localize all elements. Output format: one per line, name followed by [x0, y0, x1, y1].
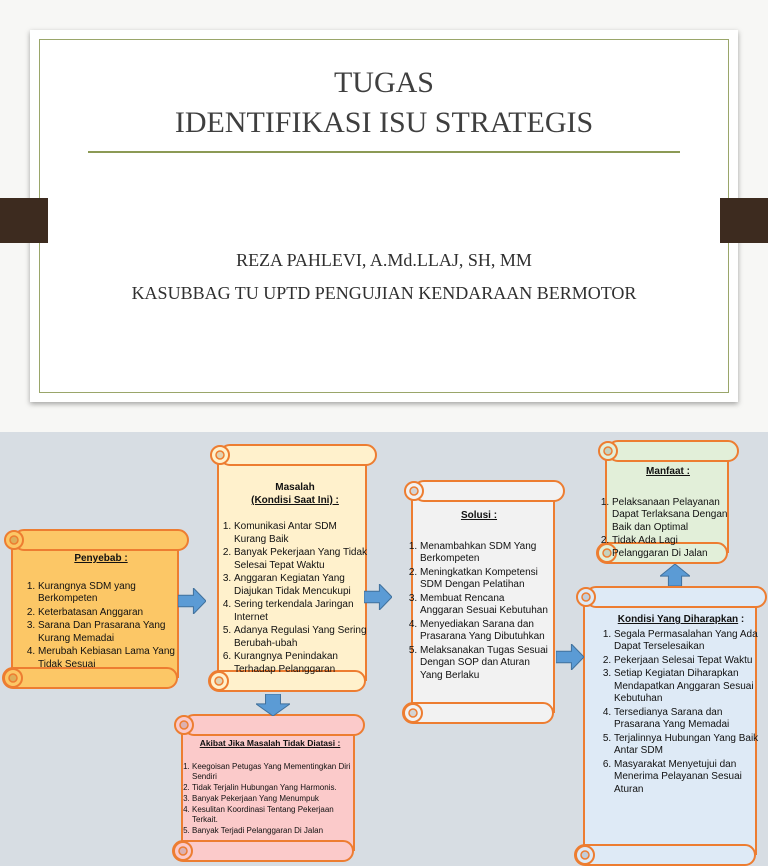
author-position: KASUBBAG TU UPTD PENGUJIAN KENDARAAN BERMOTOR — [131, 283, 637, 303]
manfaat-heading: Manfaat : — [646, 466, 690, 477]
list-item: 4. Kesulitan Koordinasi Tentang Pekerjaan Terkait. — [192, 805, 358, 825]
manfaat-list — [600, 497, 736, 561]
list-item: 1. Pelaksanaan Pelayanan Dapat Terlaksana Dengan Baik dan Optimal — [612, 497, 736, 535]
list-item: 2. Tidak Terjalin Hubungan Yang Harmonis. — [192, 783, 358, 793]
list-item: 1. Segala Permasalahan Yang Ada Dapat Terselesaikan — [614, 629, 760, 654]
penyebab-scroll — [2, 529, 190, 689]
list-item: 3. Banyak Pekerjaan Yang Menumpuk — [192, 794, 358, 804]
list-item: 1. Komunikasi Antar SDM Kurang Baik — [234, 521, 368, 546]
masalah-subheading: (Kondisi Saat Ini) : — [251, 494, 339, 506]
arrow-right-icon — [556, 644, 584, 670]
masalah-scroll — [208, 444, 378, 692]
author-name: REZA PAHLEVI, A.Md.LLAJ, SH, MM — [236, 250, 532, 270]
penyebab-heading: Penyebab : — [74, 553, 128, 564]
arrow-up-icon — [660, 564, 690, 586]
kondisi-list — [602, 629, 760, 797]
list-item: 5. Banyak Terjadi Pelanggaran Di Jalan — [192, 826, 358, 836]
list-item: 4. Sering terkendala Jaringan Internet — [234, 599, 368, 624]
list-item: 5. Melaksanakan Tugas Sesuai Dengan SOP dan Aturan Yang Berlaku — [420, 645, 550, 683]
masalah-heading: Masalah — [275, 482, 315, 493]
akibat-heading: Akibat Jika Masalah Tidak Diatasi : — [199, 738, 341, 748]
manfaat-scroll — [596, 440, 740, 564]
kondisi-heading-wrap — [602, 614, 760, 627]
list-item: 2. Banyak Pekerjaan Yang Tidak Selesai Tepat Waktu — [234, 547, 368, 572]
title-slide — [0, 0, 768, 432]
list-item: 3. Membuat Rencana Anggaran Sesuai Kebutuhan — [420, 593, 550, 618]
list-item: 1. Menambahkan SDM Yang Berkompeten — [420, 541, 550, 566]
penyebab-list — [26, 581, 176, 672]
solusi-scroll — [402, 480, 566, 724]
list-item: 5. Terjalinnya Hubungan Yang Baik Antar SDM — [614, 733, 760, 758]
diagram-slide — [0, 432, 768, 866]
masalah-list — [222, 521, 368, 676]
list-item: 6. Masyarakat Menyetujui dan Menerima Pelayanan Sesuai Aturan — [614, 759, 760, 797]
list-item: 3. Sarana Dan Prasarana Yang Kurang Memadai — [38, 620, 176, 645]
title-divider — [88, 151, 680, 153]
slide-title-line1: TUGAS — [333, 66, 434, 99]
list-item: 2. Pekerjaan Selesai Tepat Waktu — [614, 655, 760, 668]
list-item: 4. Menyediakan Sarana dan Prasarana Yang Dibutuhkan — [420, 619, 550, 644]
list-item: 5. Adanya Regulasi Yang Sering Berubah-ubah — [234, 625, 368, 650]
solusi-heading: Solusi : — [460, 510, 498, 521]
list-item: 3. Anggaran Kegiatan Yang Diajukan Tidak Mencukupi — [234, 573, 368, 598]
kondisi-heading: Kondisi Yang Diharapkan — [617, 614, 739, 625]
right-tab-decoration — [720, 198, 768, 243]
akibat-list — [182, 762, 358, 836]
list-item: 4. Merubah Kebiasan Lama Yang Tidak Sesuai — [38, 646, 176, 671]
list-item: 6. Kurangnya Penindakan Terhadap Pelanggaran — [234, 651, 368, 676]
list-item: 4. Tersedianya Sarana dan Prasarana Yang Memadai — [614, 707, 760, 732]
akibat-scroll — [172, 714, 366, 862]
list-item: 1. Keegoisan Petugas Yang Mementingkan Diri Sendiri — [192, 762, 358, 782]
list-item: 1. Kurangnya SDM yang Berkompeten — [38, 581, 176, 606]
list-item: 2. Keterbatasan Anggaran — [38, 607, 176, 620]
arrow-down-icon — [256, 694, 290, 716]
arrow-right-icon — [178, 588, 206, 614]
kondisi-heading-suffix: : — [738, 614, 745, 625]
arrow-right-icon — [364, 584, 392, 610]
solusi-list — [408, 541, 550, 683]
list-item: 3. Setiap Kegiatan Diharapkan Mendapatkan Anggaran Sesuai Kebutuhan — [614, 668, 760, 706]
list-item: 2. Tidak Ada Lagi Pelanggaran Di Jalan — [612, 535, 736, 560]
left-tab-decoration — [0, 198, 48, 243]
list-item: 2. Meningkatkan Kompetensi SDM Dengan Pelatihan — [420, 567, 550, 592]
kondisi-scroll — [574, 586, 768, 866]
slide-title-line2: IDENTIFIKASI ISU STRATEGIS — [174, 106, 594, 139]
